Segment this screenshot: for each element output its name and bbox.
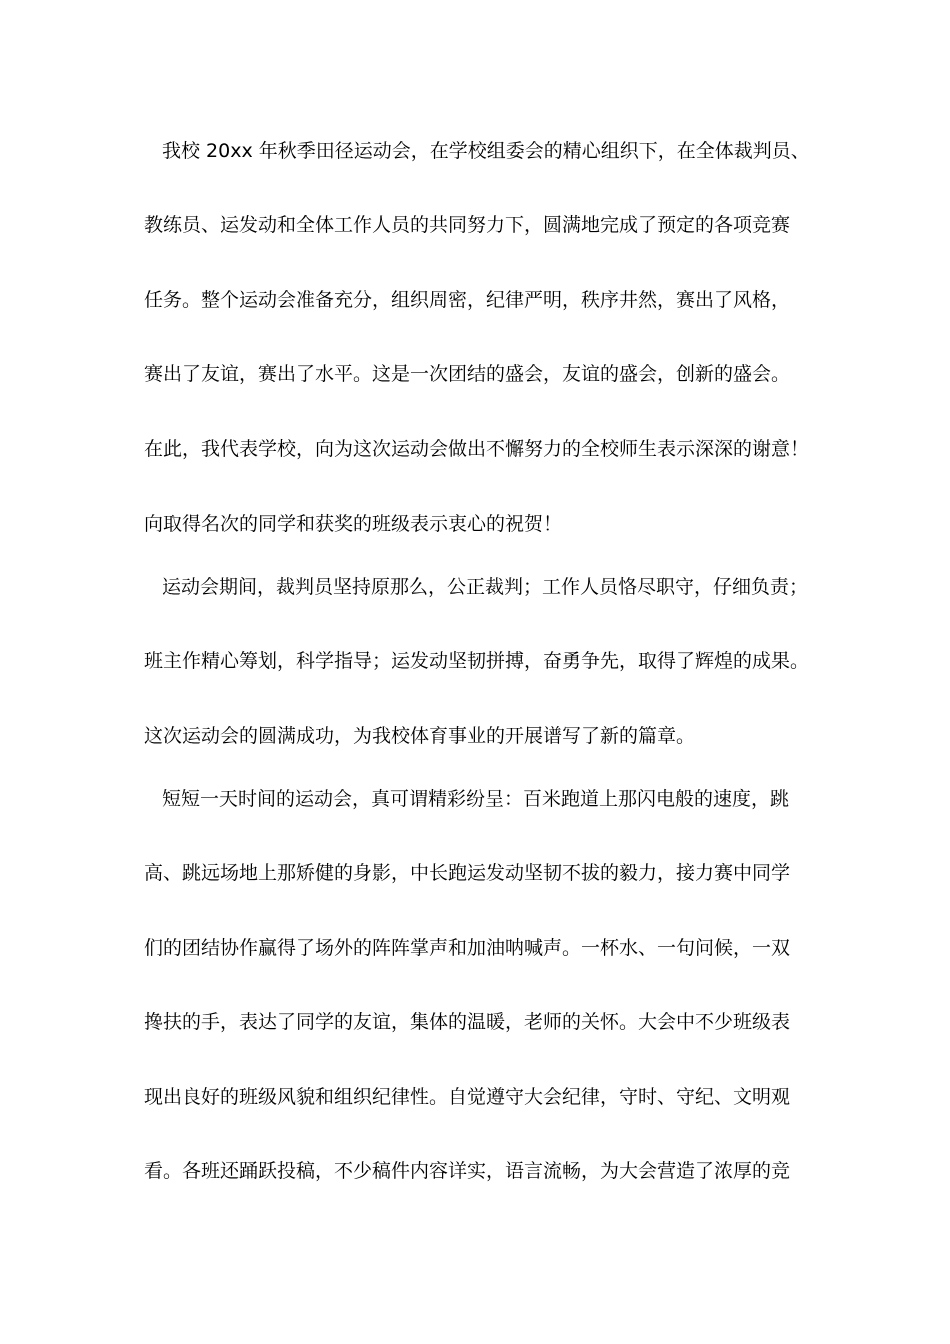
paragraph-1-line-6: 向取得名次的同学和获奖的班级表示衷心的祝贺！ bbox=[144, 513, 563, 535]
paragraph-3-line-5: 现出良好的班级风貌和组织纪律性。自觉遵守大会纪律，守时、守纪、文明观 bbox=[144, 1086, 791, 1108]
paragraph-1-line-3: 任务。整个运动会准备充分，组织周密，纪律严明，秩序井然，赛出了风格， bbox=[144, 289, 791, 311]
paragraph-3-line-3: 们的团结协作赢得了场外的阵阵掌声和加油呐喊声。一杯水、一句问候，一双 bbox=[144, 937, 791, 959]
paragraph-2-line-2: 班主作精心筹划，科学指导；运发动坚韧拼搏，奋勇争先，取得了辉煌的成果。 bbox=[144, 650, 810, 672]
paragraph-2-line-1: 运动会期间，裁判员坚持原那么，公正裁判；工作人员恪尽职守，仔细负责； bbox=[162, 576, 809, 598]
paragraph-2-line-3: 这次运动会的圆满成功，为我校体育事业的开展谱写了新的篇章。 bbox=[144, 725, 696, 747]
paragraph-3-line-4: 搀扶的手，表达了同学的友谊，集体的温暖，老师的关怀。大会中不少班级表 bbox=[144, 1011, 791, 1033]
paragraph-3-line-2: 高、跳远场地上那矫健的身影，中长跑运发动坚韧不拔的毅力，接力赛中同学 bbox=[144, 862, 791, 884]
paragraph-1-line-2: 教练员、运发动和全体工作人员的共同努力下，圆满地完成了预定的各项竞赛 bbox=[144, 214, 791, 236]
paragraph-1-line-5: 在此，我代表学校，向为这次运动会做出不懈努力的全校师生表示深深的谢意！ bbox=[144, 438, 810, 460]
paragraph-1-line-1: 我校 20xx 年秋季田径运动会，在学校组委会的精心组织下，在全体裁判员、 bbox=[162, 140, 810, 162]
paragraph-1-line-4: 赛出了友谊，赛出了水平。这是一次团结的盛会，友谊的盛会，创新的盛会。 bbox=[144, 363, 791, 385]
paragraph-3-line-1: 短短一天时间的运动会，真可谓精彩纷呈：百米跑道上那闪电般的速度，跳 bbox=[162, 788, 790, 810]
paragraph-3-line-6: 看。各班还踊跃投稿，不少稿件内容详实，语言流畅，为大会营造了浓厚的竞 bbox=[144, 1160, 791, 1182]
